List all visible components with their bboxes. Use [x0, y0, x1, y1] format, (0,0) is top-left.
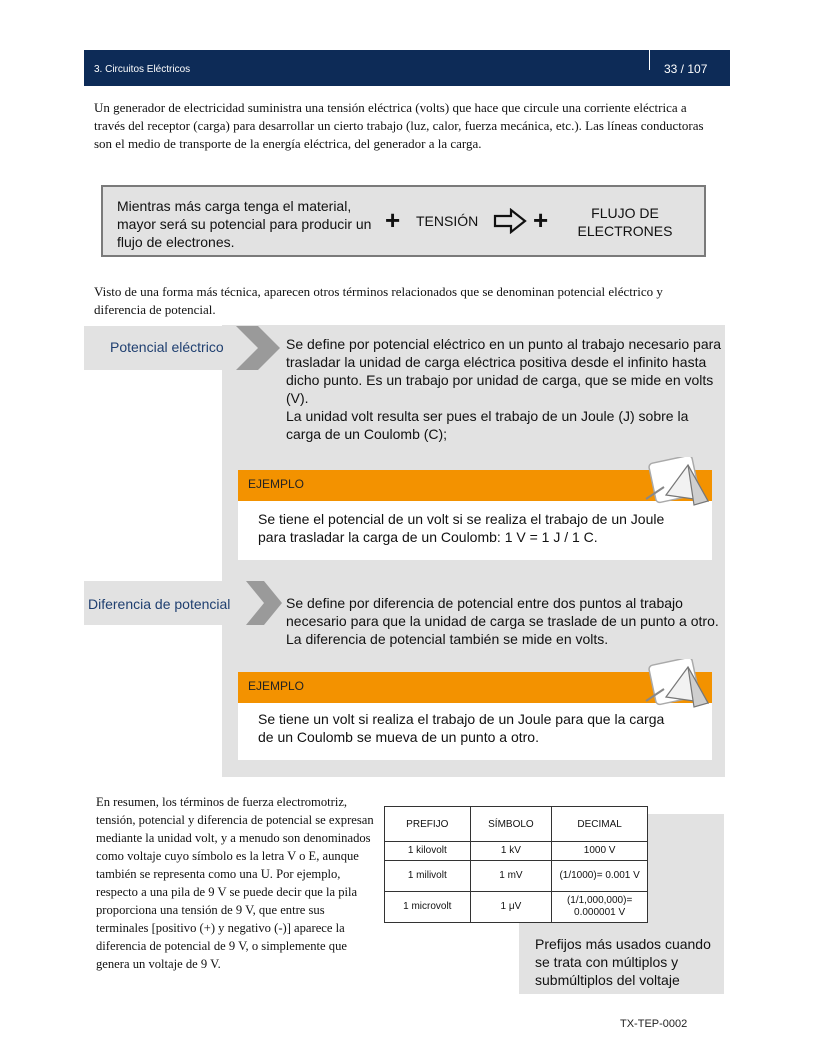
example-box	[238, 672, 712, 760]
table-cell: 1 milivolt	[385, 861, 471, 892]
table-cell: 1 microvolt	[385, 892, 471, 923]
table-cell: 1 μV	[470, 892, 552, 923]
definition-paragraph: La unidad volt resulta ser pues el trabajo de un Joule (J) sobre la carga de un Coulomb (C);	[286, 408, 689, 442]
table-header-cell: SÍMBOLO	[470, 807, 552, 842]
example-text: Se tiene un volt si realiza el trabajo de un Joule para que la carga de un Coulomb se mueva de un punto a otro.	[258, 711, 665, 745]
technical-intro: Visto de una forma más técnica, aparecen otros términos relacionados que se denominan potencial eléctrico y diferencia de potencial.	[94, 284, 663, 317]
plus-icon: +	[533, 205, 549, 235]
header-divider	[649, 50, 650, 70]
table-cell: 1 kilovolt	[385, 842, 471, 861]
intro-paragraph: Un generador de electricidad suministra una tensión eléctrica (volts) que hace que circule una corriente eléctrica a través del receptor (carga) para desarrollar un cierto trabajo (luz, calor, fuerza mecánica, etc.). Las líneas conductoras son el medio de transporte de la energía eléctrica, del generador a la carga.	[94, 100, 704, 151]
table-cell: (1/1,000,000)= 0.000001 V	[552, 892, 648, 923]
prefix-table	[384, 806, 648, 923]
table-row	[385, 892, 648, 923]
table-cell: 1 mV	[470, 861, 552, 892]
flujo-label: FLUJO DE ELECTRONES	[577, 205, 673, 239]
definition-text: Se define por diferencia de potencial entre dos puntos al trabajo necesario para que la unidad de carga se traslade de un punto a otro. La diferencia de potencial también se mide en volts.	[286, 595, 719, 647]
page-header	[84, 50, 730, 86]
plus-icon: +	[385, 205, 401, 235]
table-header-cell: PREFIJO	[385, 807, 471, 842]
tension-label: TENSIÓN	[416, 213, 479, 229]
example-header	[238, 672, 712, 703]
section-title: 3. Circuitos Eléctricos	[94, 64, 191, 75]
table-row	[385, 842, 648, 861]
table-caption: Prefijos más usados cuando se trata con múltiplos y submúltiplos del voltaje	[535, 936, 711, 988]
table-cell: (1/1000)= 0.001 V	[552, 861, 648, 892]
tag-diferencia-potencial: Diferencia de potencial	[88, 596, 231, 612]
definition-text	[286, 335, 722, 443]
table-header-cell: DECIMAL	[552, 807, 648, 842]
table-cell: 1000 V	[552, 842, 648, 861]
tag-potencial-electrico: Potencial eléctrico	[110, 339, 224, 355]
example-label: EJEMPLO	[248, 679, 305, 693]
highlight-box	[101, 185, 706, 257]
pyramid-icon	[642, 659, 712, 709]
pyramid-icon	[642, 457, 712, 507]
highlight-text: Mientras más carga tenga el material, mayor será su potencial para producir un flujo de electrones.	[117, 198, 372, 250]
definition-paragraph: Se define por potencial eléctrico en un punto al trabajo necesario para trasladar la unidad de carga eléctrica positiva desde el infinito hasta dicho punto. Es un trabajo por unidad de carga, que se mide en volts (V).	[286, 336, 722, 406]
table-row	[385, 861, 648, 892]
page-number: 33 / 107	[664, 62, 708, 76]
example-label: EJEMPLO	[248, 477, 305, 491]
table-header-row	[385, 807, 648, 842]
arrow-right-icon	[493, 208, 527, 234]
table-cell: 1 kV	[470, 842, 552, 861]
example-box	[238, 470, 712, 560]
document-code: TX-TEP-0002	[620, 1018, 688, 1030]
summary-paragraph: En resumen, los términos de fuerza electromotriz, tensión, potencial y diferencia de potencial se expresan mediante la unidad volt, y a menudo son denominados como voltaje cuyo símbolo es la letra V o E, aunque también se representa como una U. Por ejemplo, respecto a una pila de 9 V se puede decir que la pila proporciona una tensión de 9 V, que entre sus terminales [positivo (+) y negativo (-)] aparece la diferencia de potencial de 9 V, o simplemente que genera un voltaje de 9 V.	[96, 795, 374, 971]
example-header	[238, 470, 712, 501]
example-text: Se tiene el potencial de un volt si se realiza el trabajo de un Joule para trasladar la carga de un Coulomb: 1 V = 1 J / 1 C.	[258, 511, 665, 545]
